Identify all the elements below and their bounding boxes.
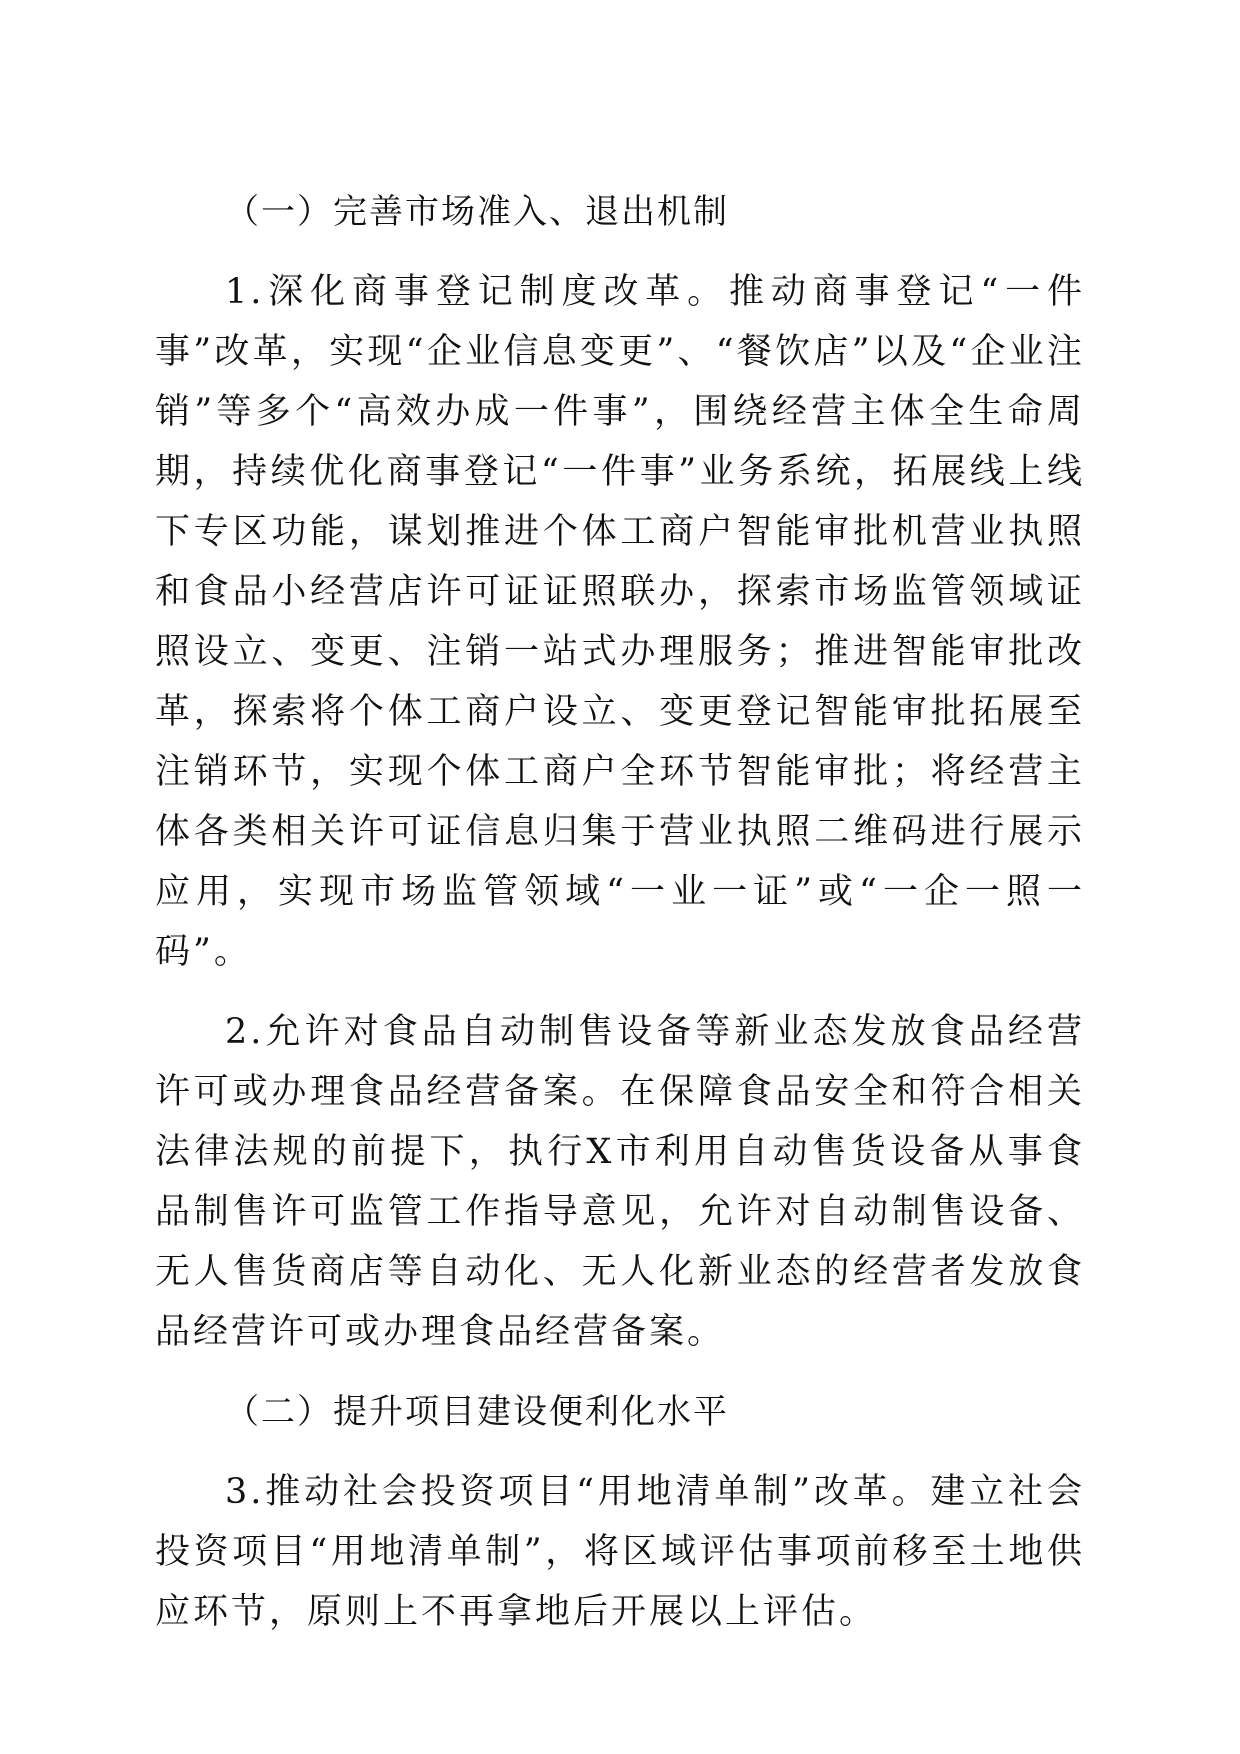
paragraph-item-2: 2.允许对食品自动制售设备等新业态发放食品经营许可或办理食品经营备案。在保障食品安全和符合相关法律法规的前提下，执行X市利用自动售货设备从事食品制售许可监管工作指导意见，允许对自动制售设备、无人售货商店等自动化、无人化新业态的经营者发放食品经营许可或办理食品经营备案。 — [155, 1012, 1085, 1352]
section-heading-project-construction: （二）提升项目建设便利化水平 — [225, 1392, 729, 1432]
section-heading-market-access: （一）完善市场准入、退出机制 — [225, 192, 729, 232]
paragraph-item-3: 3.推动社会投资项目“用地清单制”改革。建立社会投资项目“用地清单制”，将区域评估事项前移至土地供应环节，原则上不再拿地后开展以上评估。 — [155, 1472, 1085, 1632]
document-body — [155, 182, 1085, 1662]
paragraph-item-1: 1.深化商事登记制度改革。推动商事登记“一件事”改革，实现“企业信息变更”、“餐饮店”以及“企业注销”等多个“高效办成一件事”，围绕经营主体全生命周期，持续优化商事登记“一件事”业务系统，拓展线上线下专区功能，谋划推进个体工商户智能审批机营业执照和食品小经营店许可证证照联办，探索市场监管领域证照设立、变更、注销一站式办理服务；推进智能审批改革，探索将个体工商户设立、变更登记智能审批拓展至注销环节，实现个体工商户全环节智能审批；将经营主体各类相关许可证信息归集于营业执照二维码进行展示应用，实现市场监管领域“一业一证”或“一企一照一码”。 — [155, 272, 1085, 972]
